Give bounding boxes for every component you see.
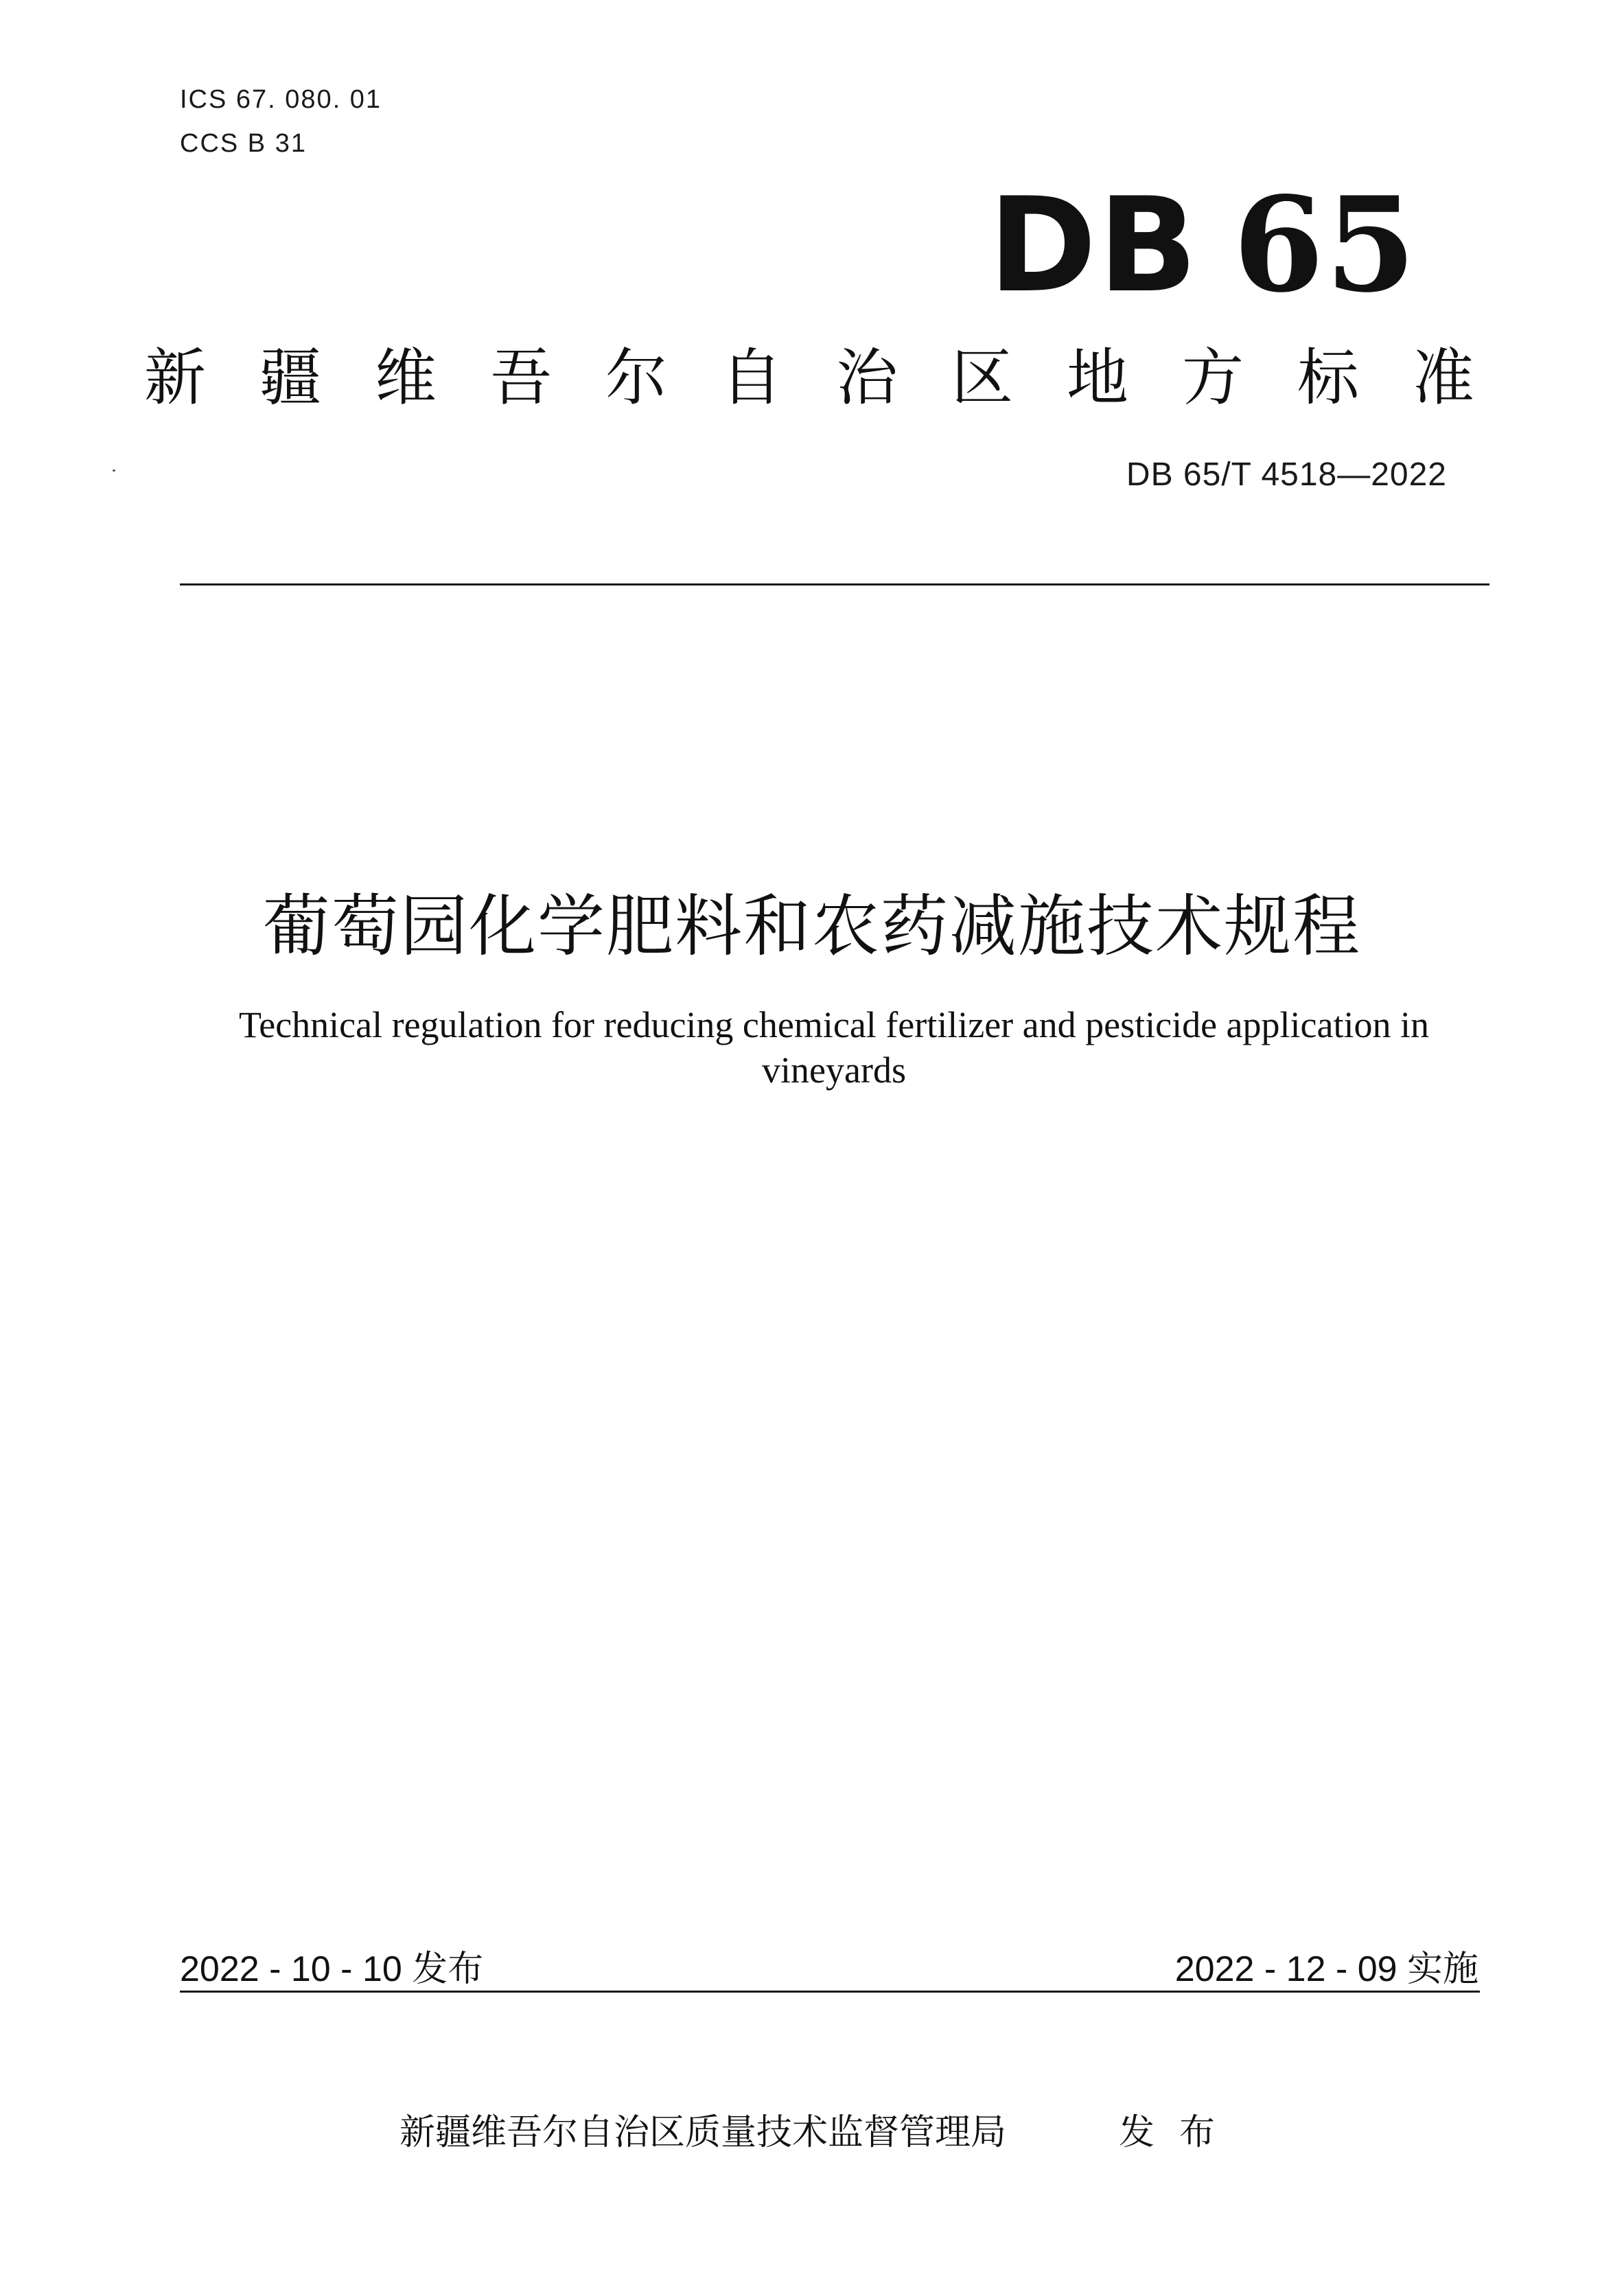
db-code-logo [988, 168, 1417, 321]
publisher-name: 新疆维吾尔自治区质量技术监督管理局 [399, 2112, 1007, 2153]
bottom-divider [180, 1991, 1480, 1993]
db-prefix: DB [988, 170, 1199, 321]
issue-date: 2022 - 10 - 10 发布 [180, 1949, 484, 1989]
top-divider [180, 583, 1489, 585]
db-number: 65 [1233, 168, 1417, 321]
document-title-english: Technical regulation for reducing chemical fertilizer and pesticide application in vineyards [239, 1004, 1429, 1091]
implementation-date: 2022 - 12 - 09 实施 [1174, 1949, 1478, 1989]
publish-label: 发布 [1119, 2112, 1240, 2153]
standard-number: DB 65/T 4518—2022 [1126, 456, 1447, 493]
standard-type-heading: 新疆维吾尔自治区地方标准 [144, 342, 1528, 414]
document-title-chinese: 葡萄园化学肥料和农药减施技术规程 [262, 888, 1361, 966]
ics-code: ICS 67. 080. 01 [180, 85, 382, 114]
scan-speck [113, 469, 115, 472]
ccs-code: CCS B 31 [180, 129, 307, 158]
